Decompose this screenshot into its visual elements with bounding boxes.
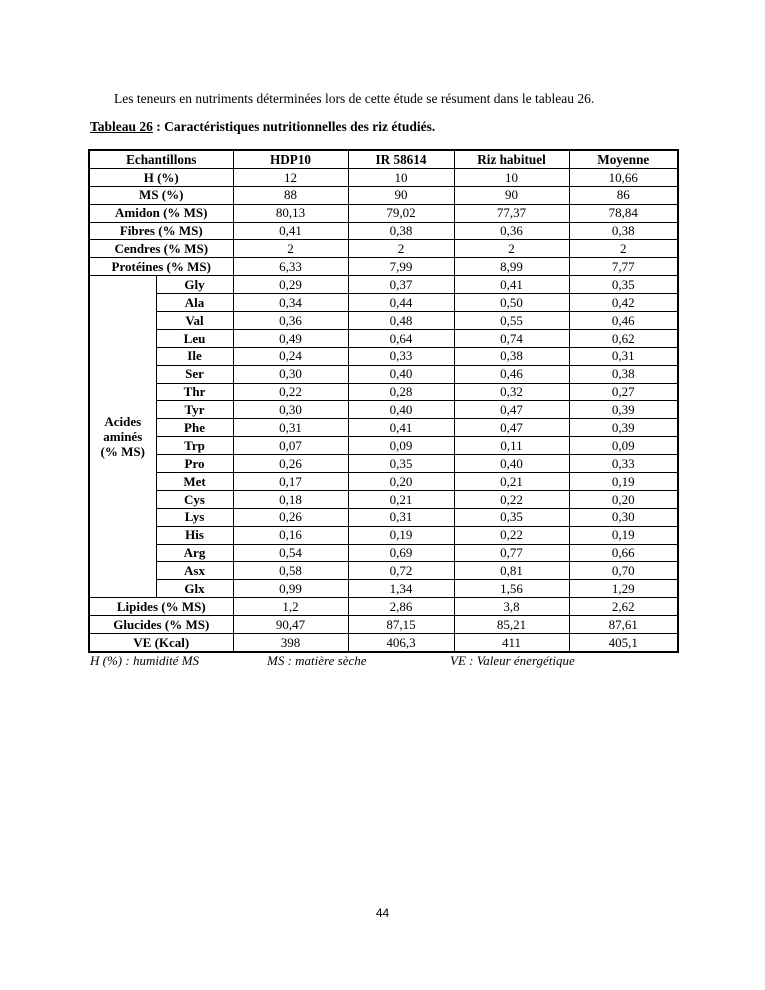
value-cell: 85,21 bbox=[454, 616, 569, 634]
value-cell: 87,61 bbox=[569, 616, 678, 634]
table-row bbox=[89, 365, 678, 383]
value-cell: 2,86 bbox=[348, 598, 454, 616]
value-cell: 0,11 bbox=[454, 437, 569, 455]
value-cell: 0,27 bbox=[569, 383, 678, 401]
table-row bbox=[89, 168, 678, 186]
table-row bbox=[89, 473, 678, 491]
value-cell: 0,47 bbox=[454, 419, 569, 437]
table-row bbox=[89, 204, 678, 222]
value-cell: 0,46 bbox=[569, 312, 678, 330]
table-row bbox=[89, 186, 678, 204]
value-cell: 0,16 bbox=[233, 526, 348, 544]
value-cell: 3,8 bbox=[454, 598, 569, 616]
value-cell: 0,37 bbox=[348, 276, 454, 294]
column-header-cell: Echantillons bbox=[89, 150, 233, 168]
value-cell: 0,33 bbox=[569, 455, 678, 473]
value-cell: 0,38 bbox=[569, 365, 678, 383]
table-row bbox=[89, 508, 678, 526]
value-cell: 90 bbox=[454, 186, 569, 204]
table-row bbox=[89, 222, 678, 240]
value-cell: 86 bbox=[569, 186, 678, 204]
table-row bbox=[89, 455, 678, 473]
value-cell: 90,47 bbox=[233, 616, 348, 634]
table-row bbox=[89, 294, 678, 312]
value-cell: 0,81 bbox=[454, 562, 569, 580]
value-cell: 0,34 bbox=[233, 294, 348, 312]
nutrition-table-body bbox=[89, 150, 678, 652]
column-header-cell: HDP10 bbox=[233, 150, 348, 168]
value-cell: 0,74 bbox=[454, 329, 569, 347]
value-cell: 0,50 bbox=[454, 294, 569, 312]
value-cell: 0,31 bbox=[348, 508, 454, 526]
row-label-cell: Cendres (% MS) bbox=[89, 240, 233, 258]
row-label-cell: Amidon (% MS) bbox=[89, 204, 233, 222]
amino-acid-name-cell: Leu bbox=[156, 329, 233, 347]
row-label-cell: MS (%) bbox=[89, 186, 233, 204]
row-label-cell: VE (Kcal) bbox=[89, 634, 233, 652]
table-row bbox=[89, 437, 678, 455]
value-cell: 0,31 bbox=[233, 419, 348, 437]
value-cell: 0,26 bbox=[233, 508, 348, 526]
amino-acid-name-cell: Met bbox=[156, 473, 233, 491]
value-cell: 0,46 bbox=[454, 365, 569, 383]
value-cell: 0,19 bbox=[569, 473, 678, 491]
value-cell: 0,20 bbox=[569, 490, 678, 508]
value-cell: 0,40 bbox=[454, 455, 569, 473]
value-cell: 0,58 bbox=[233, 562, 348, 580]
value-cell: 0,40 bbox=[348, 401, 454, 419]
value-cell: 0,22 bbox=[233, 383, 348, 401]
value-cell: 0,39 bbox=[569, 419, 678, 437]
value-cell: 1,29 bbox=[569, 580, 678, 598]
value-cell: 2 bbox=[348, 240, 454, 258]
page-number: 44 bbox=[375, 906, 390, 920]
value-cell: 406,3 bbox=[348, 634, 454, 652]
value-cell: 0,26 bbox=[233, 455, 348, 473]
column-header-cell: IR 58614 bbox=[348, 150, 454, 168]
value-cell: 398 bbox=[233, 634, 348, 652]
amino-acid-name-cell: Lys bbox=[156, 508, 233, 526]
value-cell: 0,18 bbox=[233, 490, 348, 508]
amino-acid-name-cell: Val bbox=[156, 312, 233, 330]
amino-acid-name-cell: Trp bbox=[156, 437, 233, 455]
value-cell: 0,30 bbox=[569, 508, 678, 526]
value-cell: 411 bbox=[454, 634, 569, 652]
table-caption-label: Tableau 26 bbox=[90, 119, 153, 134]
value-cell: 0,99 bbox=[233, 580, 348, 598]
value-cell: 10 bbox=[348, 168, 454, 186]
value-cell: 0,77 bbox=[454, 544, 569, 562]
value-cell: 77,37 bbox=[454, 204, 569, 222]
row-label-cell: Lipides (% MS) bbox=[89, 598, 233, 616]
value-cell: 87,15 bbox=[348, 616, 454, 634]
value-cell: 0,41 bbox=[454, 276, 569, 294]
value-cell: 0,20 bbox=[348, 473, 454, 491]
row-label-cell: Fibres (% MS) bbox=[89, 222, 233, 240]
value-cell: 0,70 bbox=[569, 562, 678, 580]
value-cell: 10,66 bbox=[569, 168, 678, 186]
footnote-matiere-seche: MS : matière sèche bbox=[267, 653, 367, 668]
value-cell: 0,22 bbox=[454, 490, 569, 508]
value-cell: 2 bbox=[569, 240, 678, 258]
value-cell: 0,42 bbox=[569, 294, 678, 312]
amino-acid-name-cell: Pro bbox=[156, 455, 233, 473]
value-cell: 2 bbox=[454, 240, 569, 258]
value-cell: 0,09 bbox=[348, 437, 454, 455]
value-cell: 0,69 bbox=[348, 544, 454, 562]
value-cell: 0,31 bbox=[569, 347, 678, 365]
column-header-cell: Riz habituel bbox=[454, 150, 569, 168]
amino-acid-name-cell: Cys bbox=[156, 490, 233, 508]
value-cell: 0,62 bbox=[569, 329, 678, 347]
footnote-humidite: H (%) : humidité MS bbox=[90, 653, 200, 668]
value-cell: 0,39 bbox=[569, 401, 678, 419]
value-cell: 0,36 bbox=[233, 312, 348, 330]
value-cell: 0,21 bbox=[348, 490, 454, 508]
table-row bbox=[89, 562, 678, 580]
value-cell: 10 bbox=[454, 168, 569, 186]
value-cell: 79,02 bbox=[348, 204, 454, 222]
nutrition-table bbox=[88, 149, 679, 653]
value-cell: 0,49 bbox=[233, 329, 348, 347]
value-cell: 0,66 bbox=[569, 544, 678, 562]
table-row bbox=[89, 490, 678, 508]
value-cell: 0,30 bbox=[233, 401, 348, 419]
amino-group-label-cell bbox=[89, 276, 156, 598]
value-cell: 8,99 bbox=[454, 258, 569, 276]
amino-acid-name-cell: Ile bbox=[156, 347, 233, 365]
amino-acid-name-cell: Glx bbox=[156, 580, 233, 598]
row-label-cell: Protéines (% MS) bbox=[89, 258, 233, 276]
row-label-cell: Glucides (% MS) bbox=[89, 616, 233, 634]
table-header-row bbox=[89, 150, 678, 168]
amino-acid-name-cell: Arg bbox=[156, 544, 233, 562]
table-row bbox=[89, 580, 678, 598]
intro-paragraph: Les teneurs en nutriments déterminées lors de cette étude se résument dans le tableau 26. bbox=[114, 91, 595, 106]
value-cell: 80,13 bbox=[233, 204, 348, 222]
value-cell: 90 bbox=[348, 186, 454, 204]
value-cell: 0,48 bbox=[348, 312, 454, 330]
value-cell: 2 bbox=[233, 240, 348, 258]
value-cell: 88 bbox=[233, 186, 348, 204]
value-cell: 0,64 bbox=[348, 329, 454, 347]
value-cell: 78,84 bbox=[569, 204, 678, 222]
value-cell: 0,17 bbox=[233, 473, 348, 491]
table-row bbox=[89, 598, 678, 616]
table-row bbox=[89, 526, 678, 544]
value-cell: 0,19 bbox=[348, 526, 454, 544]
value-cell: 1,56 bbox=[454, 580, 569, 598]
table-row bbox=[89, 258, 678, 276]
value-cell: 0,22 bbox=[454, 526, 569, 544]
amino-acid-name-cell: Thr bbox=[156, 383, 233, 401]
amino-acid-name-cell: Gly bbox=[156, 276, 233, 294]
value-cell: 0,40 bbox=[348, 365, 454, 383]
value-cell: 0,38 bbox=[454, 347, 569, 365]
table-row bbox=[89, 401, 678, 419]
value-cell: 0,35 bbox=[569, 276, 678, 294]
value-cell: 0,09 bbox=[569, 437, 678, 455]
value-cell: 0,19 bbox=[569, 526, 678, 544]
table-row bbox=[89, 616, 678, 634]
value-cell: 7,77 bbox=[569, 258, 678, 276]
value-cell: 0,30 bbox=[233, 365, 348, 383]
footnote-valeur-energetique: VE : Valeur énergétique bbox=[450, 653, 575, 668]
table-row bbox=[89, 383, 678, 401]
amino-acid-name-cell: His bbox=[156, 526, 233, 544]
amino-group-label-line: (% MS) bbox=[100, 444, 145, 460]
table-row bbox=[89, 276, 678, 294]
value-cell: 0,47 bbox=[454, 401, 569, 419]
value-cell: 0,36 bbox=[454, 222, 569, 240]
value-cell: 0,29 bbox=[233, 276, 348, 294]
value-cell: 1,34 bbox=[348, 580, 454, 598]
table-row bbox=[89, 634, 678, 652]
value-cell: 0,41 bbox=[348, 419, 454, 437]
amino-group-label-line: aminés bbox=[103, 429, 143, 445]
value-cell: 0,55 bbox=[454, 312, 569, 330]
value-cell: 0,38 bbox=[569, 222, 678, 240]
table-row bbox=[89, 544, 678, 562]
value-cell: 0,54 bbox=[233, 544, 348, 562]
table-row bbox=[89, 347, 678, 365]
value-cell: 0,35 bbox=[454, 508, 569, 526]
value-cell: 0,28 bbox=[348, 383, 454, 401]
table-row bbox=[89, 312, 678, 330]
value-cell: 0,07 bbox=[233, 437, 348, 455]
value-cell: 12 bbox=[233, 168, 348, 186]
amino-acid-name-cell: Tyr bbox=[156, 401, 233, 419]
value-cell: 0,32 bbox=[454, 383, 569, 401]
table-caption bbox=[90, 119, 435, 135]
value-cell: 2,62 bbox=[569, 598, 678, 616]
value-cell: 0,21 bbox=[454, 473, 569, 491]
table-row bbox=[89, 329, 678, 347]
value-cell: 0,72 bbox=[348, 562, 454, 580]
value-cell: 0,38 bbox=[348, 222, 454, 240]
amino-acid-name-cell: Ser bbox=[156, 365, 233, 383]
amino-acid-name-cell: Phe bbox=[156, 419, 233, 437]
value-cell: 0,44 bbox=[348, 294, 454, 312]
value-cell: 7,99 bbox=[348, 258, 454, 276]
table-row bbox=[89, 419, 678, 437]
row-label-cell: H (%) bbox=[89, 168, 233, 186]
table-caption-text: : Caractéristiques nutritionnelles des riz étudiés. bbox=[152, 119, 436, 134]
value-cell: 0,33 bbox=[348, 347, 454, 365]
value-cell: 0,24 bbox=[233, 347, 348, 365]
value-cell: 1,2 bbox=[233, 598, 348, 616]
amino-acid-name-cell: Ala bbox=[156, 294, 233, 312]
column-header-cell: Moyenne bbox=[569, 150, 678, 168]
value-cell: 405,1 bbox=[569, 634, 678, 652]
value-cell: 6,33 bbox=[233, 258, 348, 276]
amino-acid-name-cell: Asx bbox=[156, 562, 233, 580]
table-row bbox=[89, 240, 678, 258]
value-cell: 0,35 bbox=[348, 455, 454, 473]
amino-group-label-line: Acides bbox=[104, 414, 142, 430]
value-cell: 0,41 bbox=[233, 222, 348, 240]
